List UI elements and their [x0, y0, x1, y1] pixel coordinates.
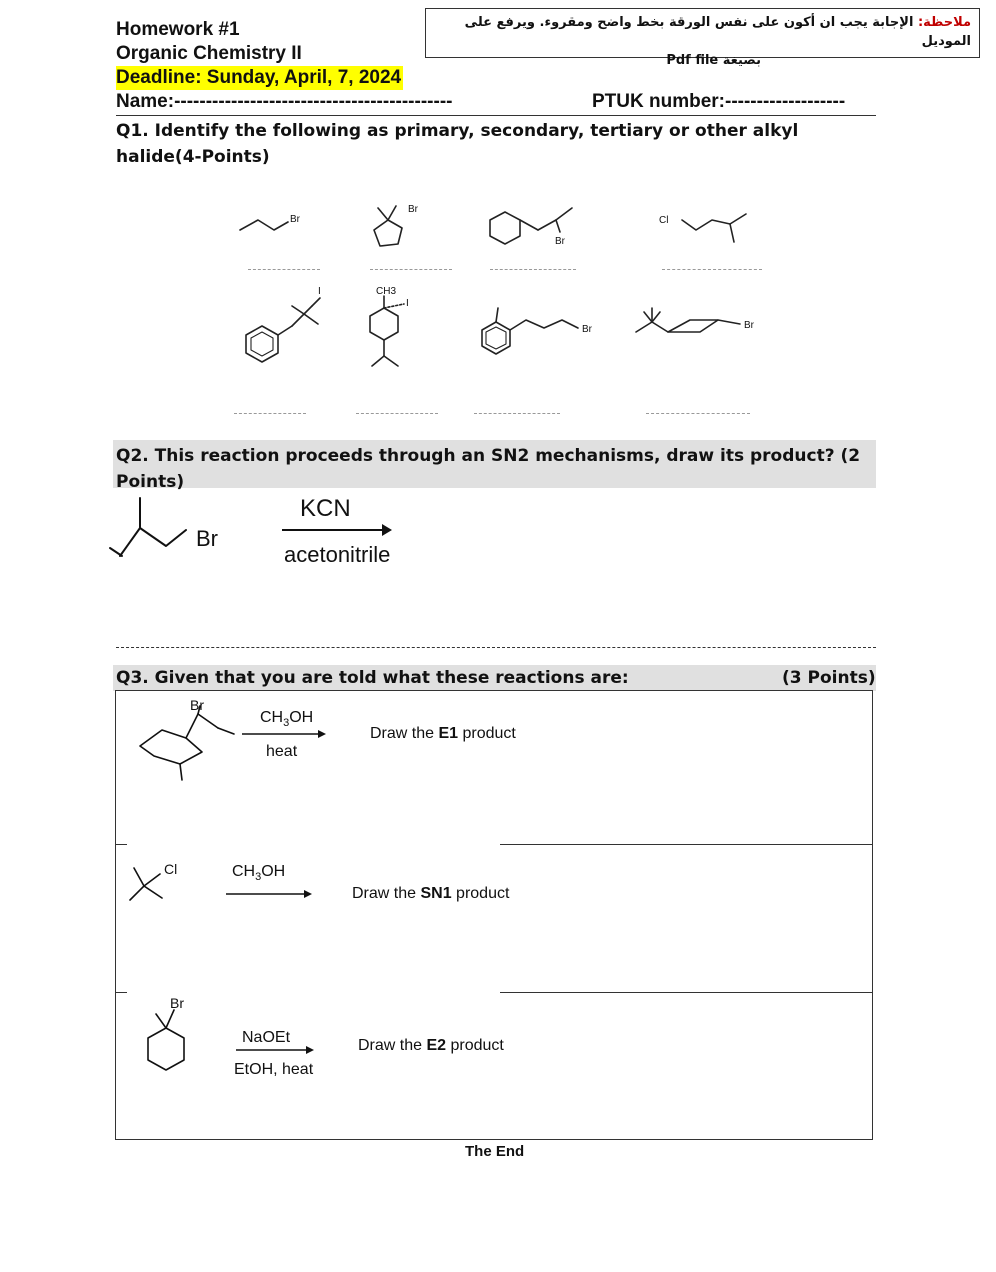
q1-label-br-3: Br	[555, 236, 565, 247]
q2-substrate	[120, 528, 186, 556]
q1-struct-1	[240, 220, 288, 230]
q1-label-br-8: Br	[744, 320, 754, 331]
q2-reagent: KCN	[300, 495, 351, 522]
q1-struct-4	[682, 220, 730, 230]
course-name: Organic Chemistry II	[116, 43, 302, 64]
q3-row-divider-left	[115, 992, 127, 993]
header-divider	[116, 115, 876, 116]
q3-row3-cyclohexane	[148, 1028, 184, 1070]
q1-answer-line[interactable]	[370, 269, 452, 270]
q1-text: Q1. Identify the following as primary, secondary, tertiary or other alkyl halide(4-Points)	[116, 121, 799, 167]
note-line-1: الإجابة يجب ان أكون على نفس الورقة بخط واضح ومقروء. ويرفع على الموديل	[464, 15, 971, 49]
q1-struct-6	[370, 308, 398, 340]
q2-reaction	[110, 490, 430, 590]
q3-row1-prompt: Draw the E1 product	[370, 725, 516, 742]
q3-row-divider-left	[115, 844, 127, 845]
q3-row1-halogen: Br	[190, 697, 204, 713]
q3-row-3	[130, 994, 530, 1094]
name-field-label: Name:--------------------------------------------	[116, 91, 453, 112]
q3-row1-condition: heat	[266, 743, 298, 760]
q3-points: (3 Points)	[782, 668, 876, 688]
q3-row3-prompt: Draw the E2 product	[358, 1037, 504, 1054]
q1-answer-line[interactable]	[234, 413, 306, 414]
q1-answer-line[interactable]	[662, 269, 762, 270]
q2-arrow-head	[382, 524, 392, 536]
q1-label-i-6: I	[406, 298, 409, 309]
q1-struct-2	[374, 220, 402, 246]
q1-label-br-2: Br	[408, 204, 418, 215]
the-end: The End	[465, 1143, 525, 1160]
ptuk-number-label: PTUK number:-------------------	[592, 91, 846, 112]
q3-row-divider	[500, 844, 873, 845]
q1-label-i-5: I	[318, 286, 321, 297]
q3-row1-cyclohexane	[140, 730, 202, 764]
q3-row2-prompt: Draw the SN1 product	[352, 885, 510, 902]
q3-text: Q3. Given that you are told what these reactions are:	[116, 668, 629, 688]
q1-struct-8	[636, 322, 668, 332]
q2-text: Q2. This reaction proceeds through an SN2 mechanisms, draw its product? (2 Points)	[116, 446, 861, 492]
q1-answer-line[interactable]	[248, 269, 320, 270]
q1-label-br-7: Br	[582, 324, 592, 335]
q3-row3-condition: EtOH, heat	[234, 1061, 314, 1078]
q2-solvent: acetonitrile	[284, 542, 391, 567]
q2-br-label: Br	[196, 526, 218, 551]
q3-row2-reagent: $CH_3OH$	[232, 863, 286, 883]
q3-row3-reagent: NaOEt	[242, 1029, 291, 1046]
q3-row1-reagent: $CH_3OH$	[260, 709, 314, 729]
q1-answer-line[interactable]	[490, 269, 576, 270]
q1-answer-line[interactable]	[356, 413, 438, 414]
q1-label-br-1: Br	[290, 214, 300, 225]
q1-structures	[0, 180, 996, 430]
q1-answer-line[interactable]	[474, 413, 560, 414]
q1-answer-line[interactable]	[646, 413, 750, 414]
homework-title: Homework #1	[116, 19, 240, 40]
note-box	[425, 8, 980, 68]
q1-label-cl-4: Cl	[659, 215, 669, 226]
q3-row-2	[120, 854, 520, 924]
q3-row-divider	[500, 992, 873, 993]
q1-label-ch3-6: CH3	[376, 286, 397, 297]
q3-row-1	[130, 694, 516, 794]
q1-struct-3	[490, 212, 520, 244]
note-line-2: بصيغة Pdf file	[666, 53, 761, 68]
note-prefix: ملاحظة:	[917, 15, 971, 30]
deadline: Deadline: Sunday, April, 7, 2024	[116, 67, 402, 88]
q3-row3-halogen: Br	[170, 995, 184, 1011]
section-divider	[116, 647, 876, 648]
q3-row2-halogen: Cl	[164, 861, 178, 877]
